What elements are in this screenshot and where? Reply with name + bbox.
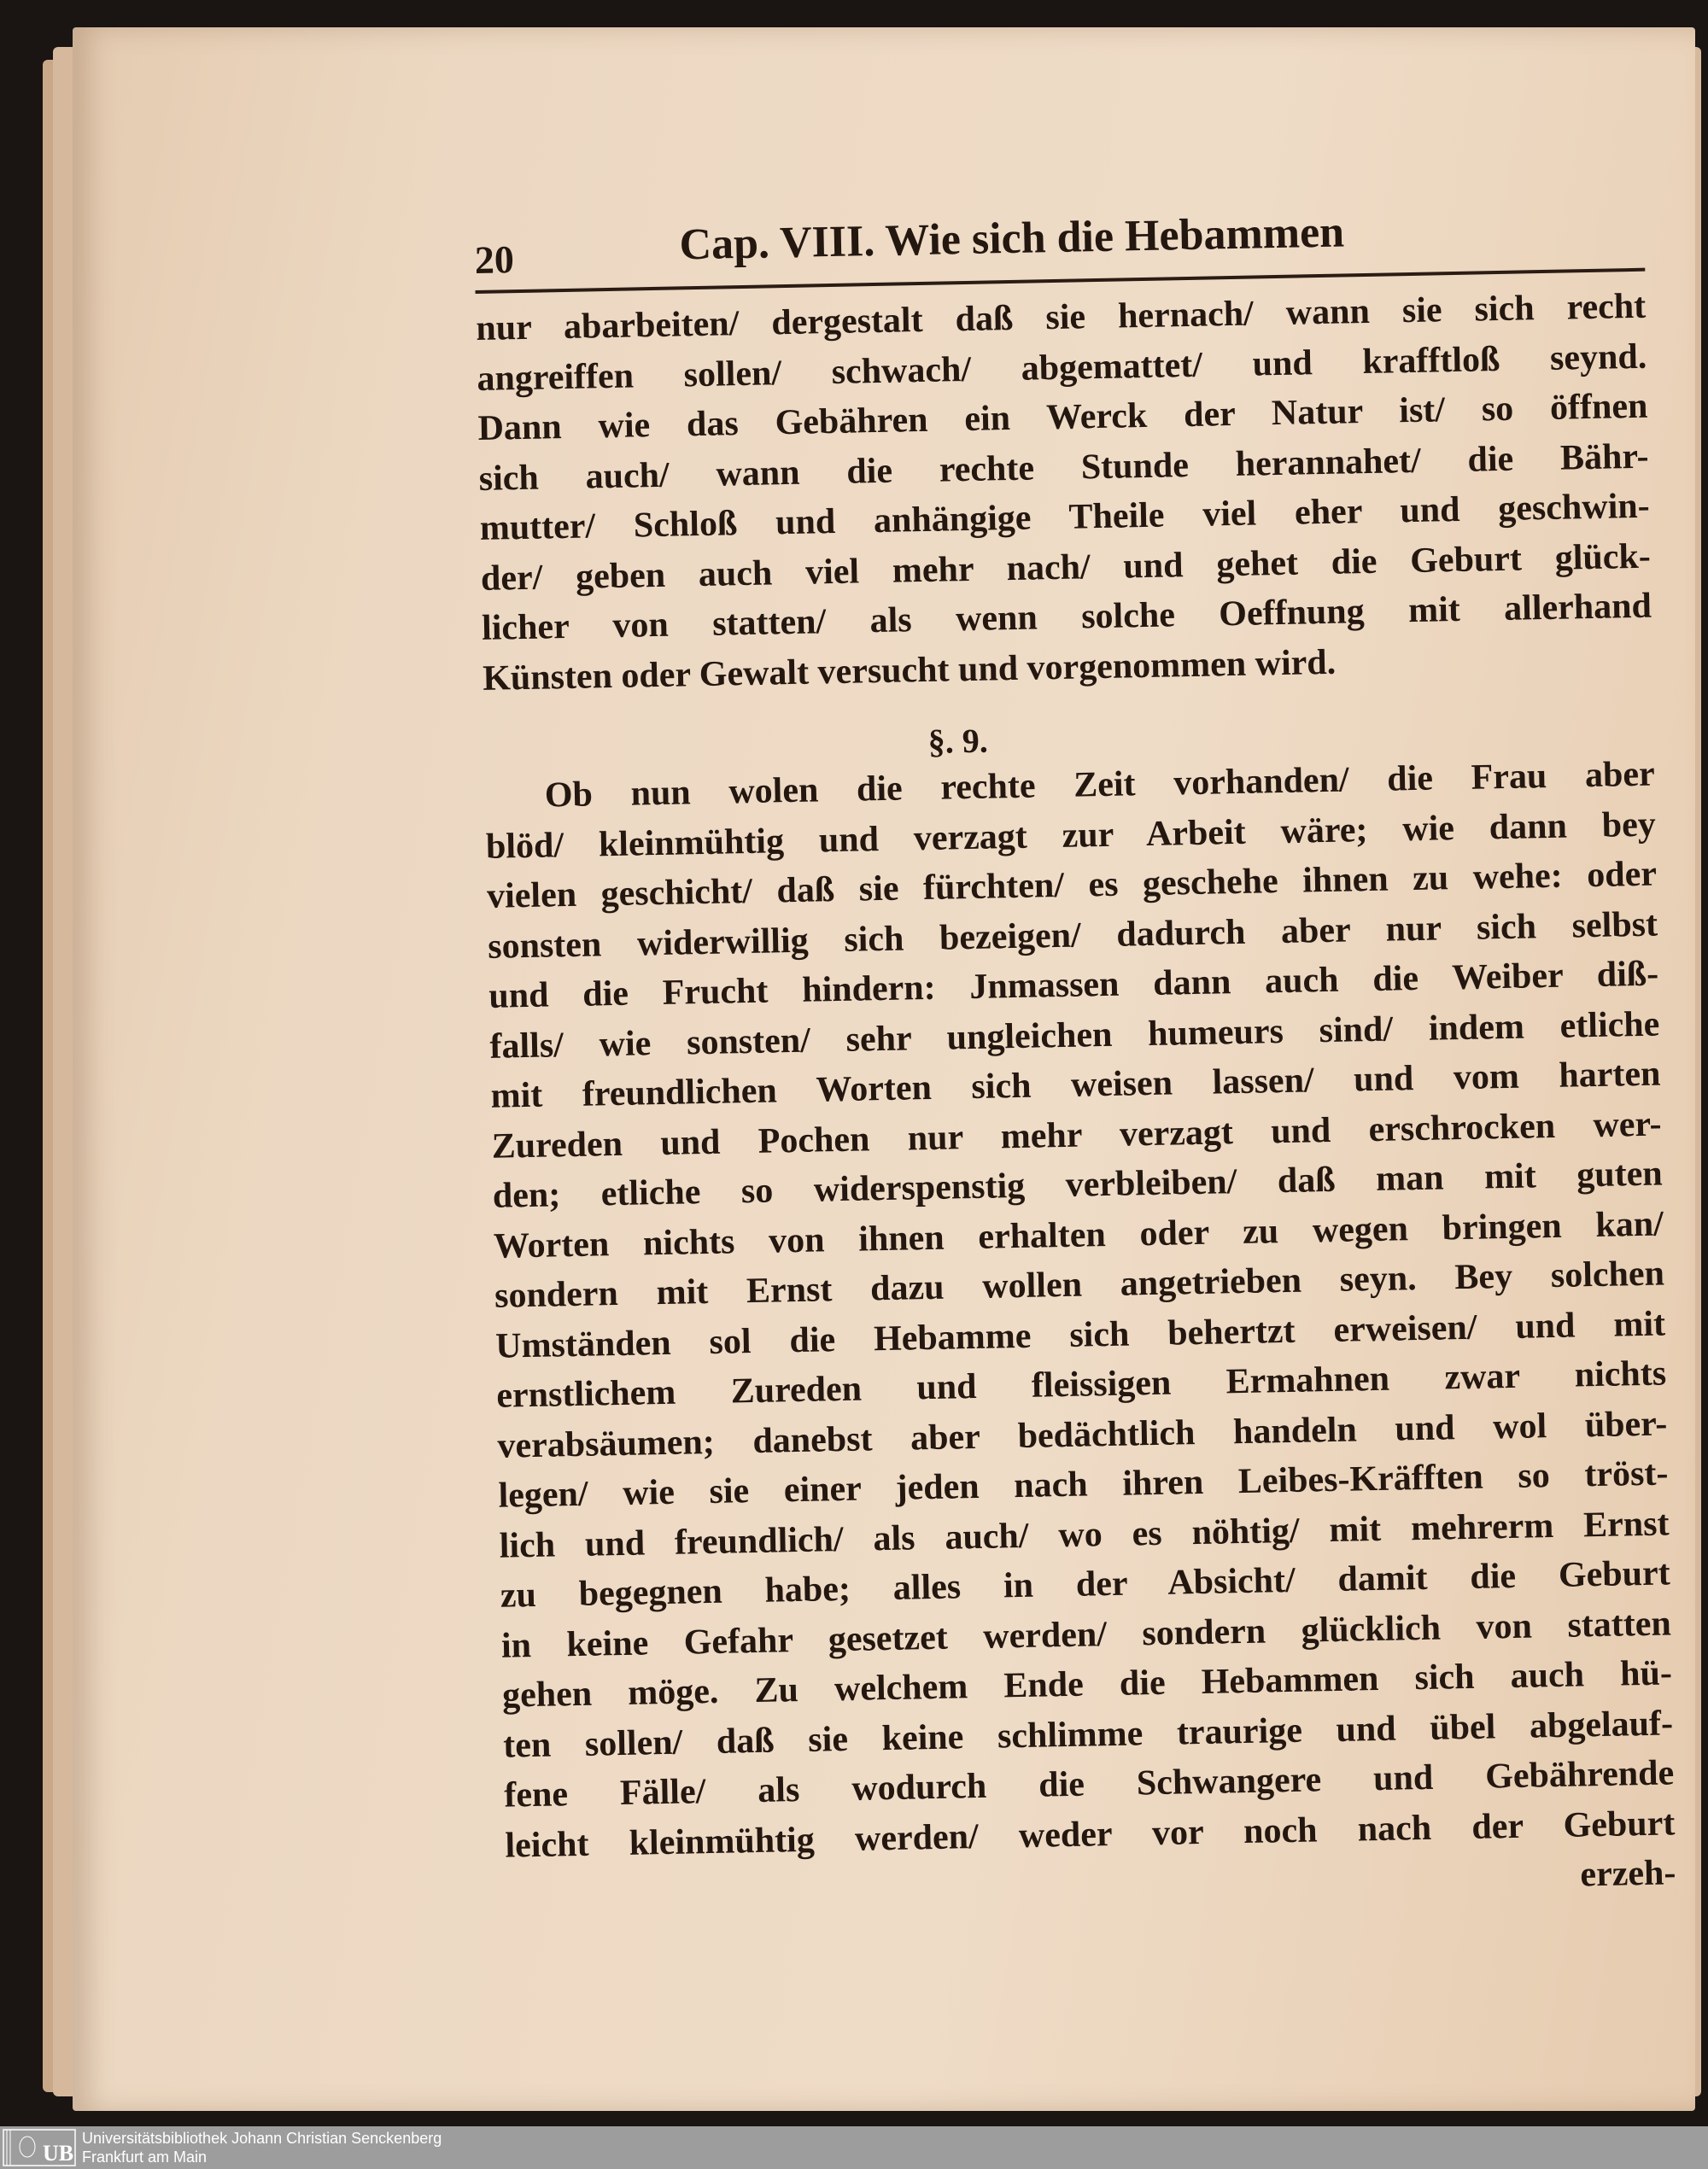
text-line: zu begegnen habe; alles in der Absicht/ damit die Geburt bbox=[500, 1553, 1671, 1616]
text-line: fene Fälle/ als wodurch die Schwangere und Gebährende bbox=[503, 1753, 1675, 1815]
text-line: nur abarbeiten/ dergestalt daß sie hernach/ wann sie sich recht bbox=[475, 286, 1647, 348]
text-line: angreiffen sollen/ schwach/ abgemattet/ und krafftloß seynd. bbox=[477, 336, 1647, 399]
text-line: vielen geschicht/ daß sie fürchten/ es geschehe ihnen zu wehe: oder bbox=[486, 854, 1658, 916]
text-line: legen/ wie sie einer jeden nach ihren Leibes-Kräfften so tröst- bbox=[498, 1453, 1669, 1516]
text-line: gehen möge. Zu welchem Ende die Hebammen sich auch hü- bbox=[501, 1653, 1673, 1716]
text-line: falls/ wie sonsten/ sehr ungleichen humeurs sind/ indem etliche bbox=[489, 1004, 1660, 1067]
library-name: Universitätsbibliothek Johann Christian Senckenberg bbox=[82, 2130, 442, 2147]
ub-logo-icon bbox=[2, 2128, 77, 2167]
text-line: Worten nichts von ihnen erhalten oder zu wegen bringen kan/ bbox=[493, 1203, 1664, 1266]
book-page bbox=[73, 27, 1695, 2111]
catchword: erzeh- bbox=[1579, 1853, 1676, 1895]
text-line: Ob nun wolen die rechte Zeit vorhanden/ die Frau aber bbox=[544, 754, 1656, 816]
paragraph-1 bbox=[476, 282, 1653, 704]
text-line: in keine Gefahr gesetzet werden/ sondern glücklich von statten bbox=[500, 1603, 1672, 1666]
text-line: leicht kleinmühtig werden/ weder vor noch nach der Geburt bbox=[505, 1803, 1676, 1866]
text-line: sich auch/ wann die rechte Stunde herannahet/ die Bähr- bbox=[478, 436, 1649, 499]
text-line: Dann wie das Gebähren ein Werck der Natur ist/ so öffnen bbox=[477, 386, 1648, 448]
text-line: mutter/ Schloß und anhängige Theile viel eher und geschwin- bbox=[479, 486, 1651, 548]
text-line: verabsäumen; danebst aber bedächtlich handeln und wol über- bbox=[497, 1403, 1668, 1466]
text-line: Zureden und Pochen nur mehr verzagt und erschrocken wer- bbox=[491, 1104, 1662, 1166]
text-line: sondern mit Ernst dazu wollen angetrieben seyn. Bey solchen bbox=[494, 1254, 1665, 1316]
text-line: und die Frucht hindern: Jnmassen dann auch die Weiber diß- bbox=[488, 954, 1659, 1016]
svg-text:UB: UB bbox=[43, 2141, 74, 2166]
library-city: Frankfurt am Main bbox=[82, 2149, 208, 2166]
text-line: den; etliche so widerspenstig verbleiben/ daß man mit guten bbox=[492, 1154, 1664, 1216]
section-mark: §. 9. bbox=[927, 721, 989, 761]
library-footer bbox=[0, 2126, 1708, 2169]
paragraph-2 bbox=[484, 750, 1675, 1871]
running-title: Cap. VIII. Wie sich die Hebammen bbox=[678, 208, 1345, 270]
text-line: ernstlichem Zureden und fleissigen Ermahnen zwar nichts bbox=[495, 1353, 1667, 1416]
text-line: Umständen sol die Hebamme sich behertzt erweisen/ und mit bbox=[494, 1303, 1666, 1366]
text-line: sonsten widerwillig sich bezeigen/ dadurch aber nur sich selbst bbox=[487, 904, 1658, 967]
text-line: blöd/ kleinmühtig und verzagt zur Arbeit wäre; wie dann bey bbox=[485, 804, 1657, 867]
text-line: lich und freundlich/ als auch/ wo es nöhtig/ mit mehrerm Ernst bbox=[499, 1503, 1670, 1566]
text-line: ten sollen/ daß sie keine schlimme traurige und übel abgelauf- bbox=[502, 1703, 1674, 1766]
text-block bbox=[474, 202, 1676, 1921]
text-line: mit freundlichen Worten sich weisen lassen/ und vom harten bbox=[490, 1054, 1661, 1116]
page-number: 20 bbox=[474, 237, 515, 282]
text-line: Künsten oder Gewalt versucht und vorgenommen wird. bbox=[482, 642, 1337, 699]
text-line: licher von statten/ als wenn solche Oeffnung mit allerhand bbox=[481, 586, 1652, 648]
text-line: der/ geben auch viel mehr nach/ und gehet die Geburt glück- bbox=[480, 536, 1652, 599]
